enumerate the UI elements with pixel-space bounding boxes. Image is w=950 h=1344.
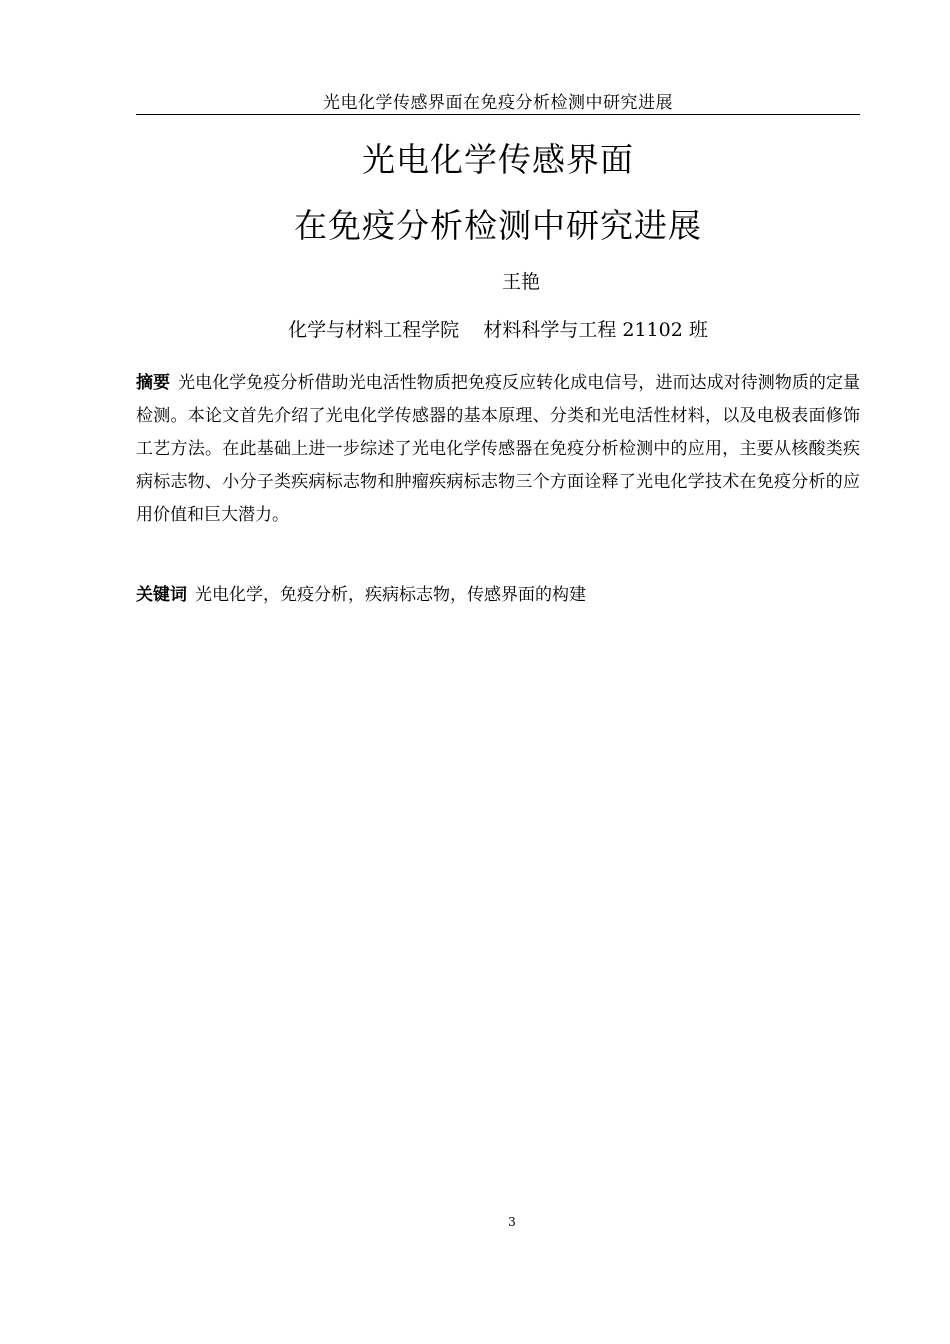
title-line-2: 在免疫分析检测中研究进展 (294, 206, 702, 245)
running-header: 光电化学传感界面在免疫分析检测中研究进展 (323, 93, 673, 113)
keywords-label: 关键词 (136, 585, 187, 605)
keywords-text: 光电化学，免疫分析，疾病标志物，传感界面的构建 (195, 585, 586, 605)
title-line-1: 光电化学传感界面 (362, 140, 634, 179)
header-rule (136, 114, 860, 115)
author-name: 王艳 (501, 271, 540, 293)
abstract-label: 摘要 (136, 373, 171, 393)
abstract-text: 光电化学免疫分析借助光电活性物质把免疫反应转化成电信号，进而达成对待测物质的定量检测。本论文首先介绍了光电化学传感器的基本原理、分类和光电活性材料，以及电极表面修饰工艺方法。在此基础上进一步综述了光电化学传感器在免疫分析检测中的应用，主要从核酸类疾病标志物、小分子类疾病标志物和肿瘤疾病标志物三个方面诠释了光电化学技术在免疫分析的应用价值和巨大潜力。 (136, 373, 861, 525)
page-number: 3 (508, 1215, 516, 1229)
keywords-section (136, 580, 860, 610)
abstract-section (136, 367, 860, 532)
author-affiliation: 化学与材料工程学院 材料科学与工程 21102 班 (288, 319, 708, 341)
